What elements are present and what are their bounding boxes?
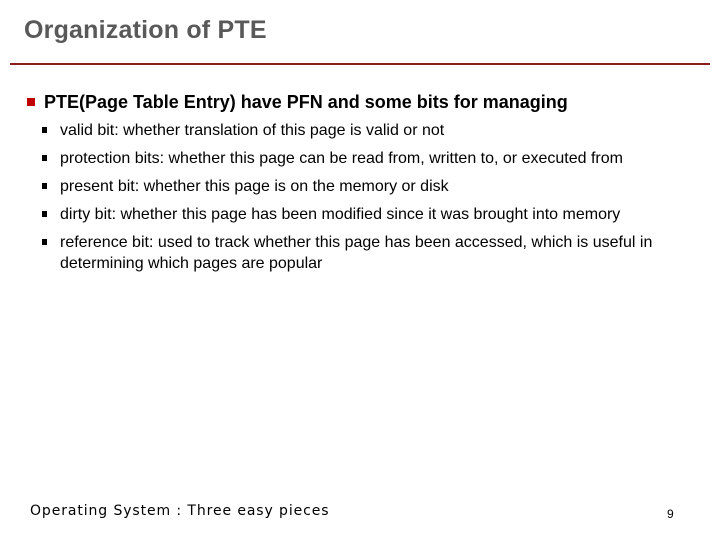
sub-bullet-item [42,120,702,141]
main-bullet [27,92,568,113]
sub-bullet-item [42,176,702,197]
footer-text: Operating System : Three easy pieces [30,503,330,519]
sub-bullet-marker [42,155,47,161]
page-number: 9 [667,507,674,521]
sub-bullet-marker [42,239,47,245]
sub-bullet-text: valid bit: whether translation of this page is valid or not [60,122,445,139]
sub-bullet-marker [42,183,47,189]
sub-bullet-text: dirty bit: whether this page has been modified since it was brought into memory [60,206,621,223]
slide-title: Organization of PTE [24,16,267,44]
title-divider [10,63,710,65]
sub-bullet-marker [42,127,47,133]
sub-bullet-text: protection bits: whether this page can be read from, written to, or executed from [60,150,623,167]
sub-bullet-item [42,232,702,274]
sub-bullet-text: present bit: whether this page is on the memory or disk [60,178,449,195]
sub-bullet-marker [42,211,47,217]
sub-bullet-item [42,204,702,225]
main-bullet-text: PTE(Page Table Entry) have PFN and some bits for managing [44,92,568,112]
sub-bullet-list [42,120,702,281]
sub-bullet-text: reference bit: used to track whether this page has been accessed, which is useful in determining which pages are popular [60,234,653,272]
sub-bullet-item [42,148,702,169]
bullet-marker [27,98,35,106]
